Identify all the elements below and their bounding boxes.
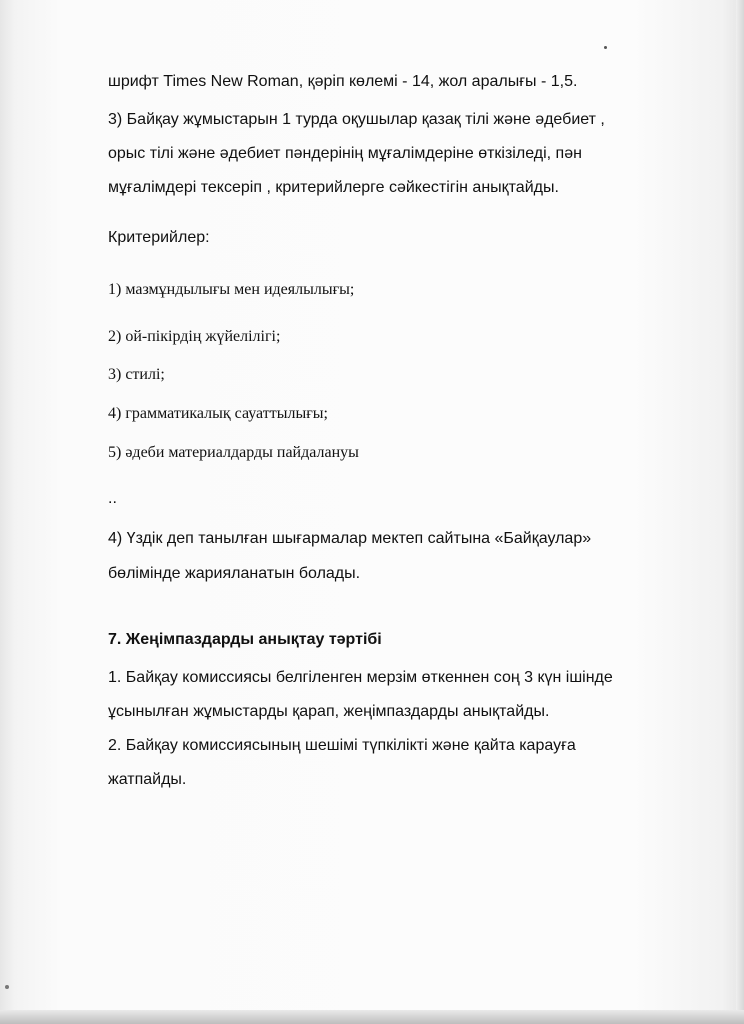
scan-speck <box>604 46 607 49</box>
criteria-item: 1) мазмұндылығы мен идеялылығы; <box>108 281 355 298</box>
section-7-item-2-line-2: жатпайды. <box>108 771 187 788</box>
criteria-item: 4) грамматикалық сауаттылығы; <box>108 405 328 422</box>
page-bottom-edge <box>0 1010 744 1024</box>
section-7-item-2-line-1: 2. Байқау комиссиясының шешімі түпкілікті және қайта карауға <box>108 737 576 754</box>
rule-4-line-1: 4) Үздік деп танылған шығармалар мектеп сайтына «Байқаулар» <box>108 530 592 547</box>
rule-4-line-2: бөлімінде жарияланатын болады. <box>108 565 361 582</box>
rule-3-line-1: 3) Байқау жұмыстарын 1 турда оқушылар қазақ тілі және әдебиет , <box>108 111 605 128</box>
criteria-heading: Критерийлер: <box>108 229 210 246</box>
rule-3-line-2: орыс тілі және әдебиет пәндерінің мұғалімдеріне өткізіледі, пән <box>108 145 582 162</box>
page-right-edge <box>736 0 744 1024</box>
section-7-item-1-line-2: ұсынылған жұмыстарды қарап, жеңімпаздарды анықтайды. <box>108 703 550 720</box>
section-7-item-1-line-1: 1. Байқау комиссиясы белгіленген мерзім өткеннен соң 3 күн ішінде <box>108 669 613 686</box>
criteria-item: 3) стилі; <box>108 366 165 383</box>
font-requirements-line: шрифт Times New Roman, қәріп көлемі - 14, жол аралығы - 1,5. <box>108 73 578 90</box>
criteria-item: 5) әдеби материалдарды пайдалануы <box>108 444 359 461</box>
scan-speck <box>5 985 9 989</box>
ellipsis-mark: .. <box>108 490 117 507</box>
section-7-heading: 7. Жеңімпаздарды анықтау тәртібі <box>108 631 382 648</box>
criteria-item: 2) ой-пікірдің жүйелілігі; <box>108 328 281 345</box>
rule-3-line-3: мұғалімдері тексеріп , критерийлерге сәйкестігін анықтайды. <box>108 179 559 196</box>
